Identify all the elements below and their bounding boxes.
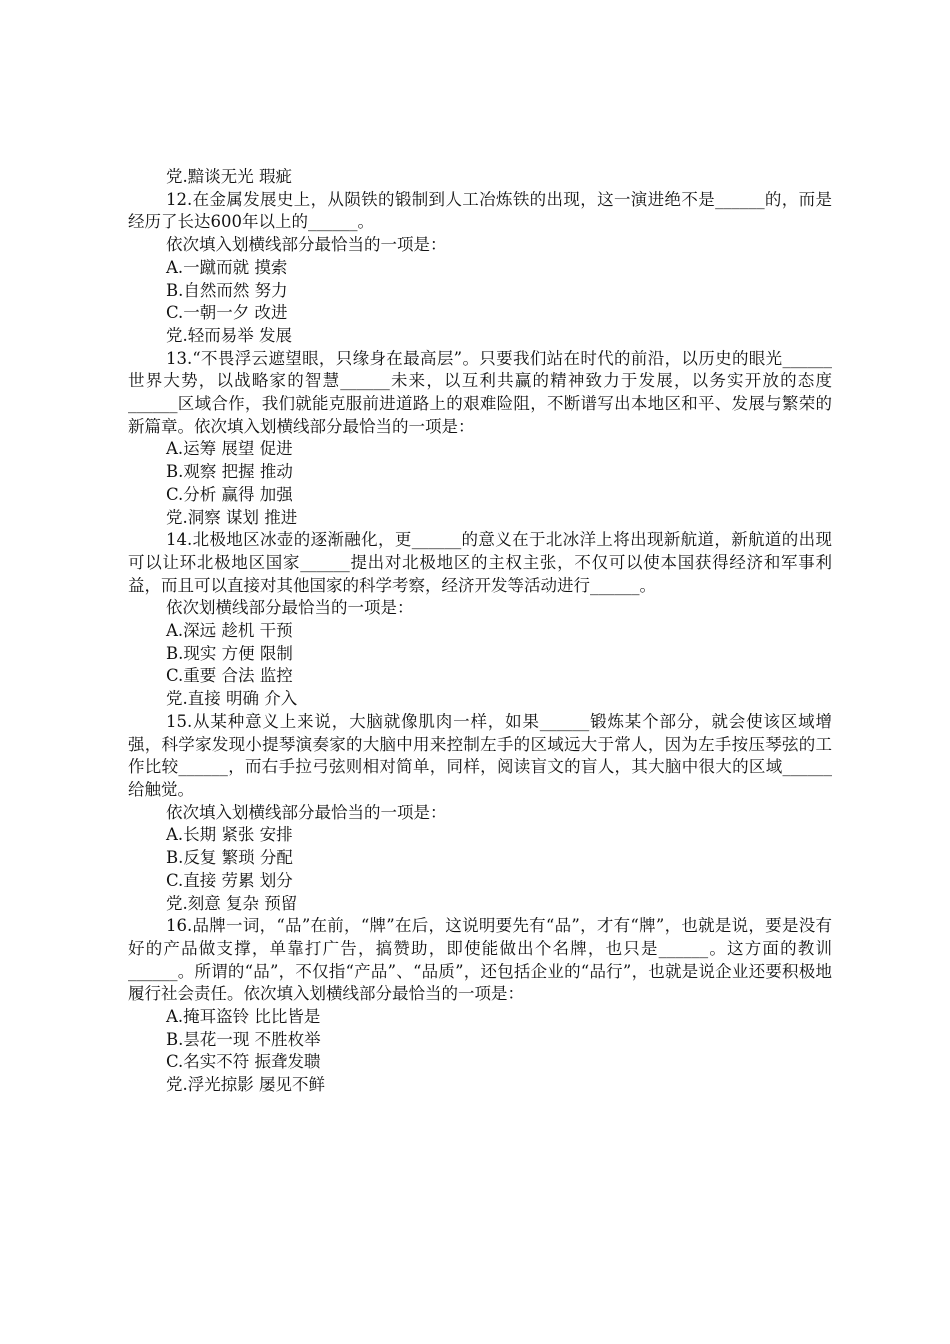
document-page [128, 166, 832, 1097]
question-12-option-a: A.一蹴而就 摸索 [166, 257, 288, 277]
question-13-option-b: B.观察 把握 推动 [166, 462, 293, 482]
option-d-prev: 党.黯谈无光 瑕疵 [166, 167, 292, 186]
question-12-prompt: 依次填入划横线部分最恰当的一项是： [166, 235, 447, 255]
question-12-option-c: C.一朝一夕 改进 [166, 303, 288, 323]
question-15-option-c: C.直接 劳累 划分 [166, 870, 293, 890]
question-13: 13.“不畏浮云遮望眼，只缘身在最高层”。只要我们站在时代的前沿，以历史的眼光______世界大势，以战略家的智慧______未来，以互利共赢的精神致力于发展，以务实开放的态度______区域合作，我们就能克服前进道路上的艰难险阻，不断谱写出本地区和平、发展与繁荣的新篇章。依次填入划横线部分最恰当的一项是： [128, 348, 832, 436]
question-14-option-b: B.现实 方便 限制 [166, 643, 293, 663]
question-16: 16.品牌一词，“品”在前，“牌”在后，这说明要先有“品”，才有“牌”，也就是说，要是没有好的产品做支撑，单靠打广告，搞赞助，即使能做出个名牌，也只是______。这方面的教训______。所谓的“品”，不仅指“产品”、“品质”，还包括企业的“品行”，也就是说企业还要积极地履行社会责任。依次填入划横线部分最恰当的一项是： [128, 916, 832, 1004]
question-15-prompt: 依次填入划横线部分最恰当的一项是： [166, 802, 447, 822]
question-14-option-c: C.重要 合法 监控 [166, 666, 293, 686]
question-14: 14.北极地区冰壶的逐渐融化，更______的意义在于北冰洋上将出现新航道，新航道的出现可以让环北极地区国家______提出对北极地区的主权主张，不仅可以使本国获得经济和军事利益，而且可以直接对其他国家的科学考察，经济开发等活动进行______。 [128, 530, 832, 595]
question-16-option-d: 党.浮光掠影 屡见不鲜 [166, 1075, 325, 1095]
question-13-option-d: 党.洞察 谋划 推进 [166, 507, 298, 527]
question-12: 12.在金属发展史上，从陨铁的锻制到人工冶炼铁的出现，这一演进绝不是______的，而是经历了长达600年以上的______。 [128, 189, 832, 232]
question-14-option-d: 党.直接 明确 介入 [166, 689, 298, 709]
question-15-option-d: 党.刻意 复杂 预留 [166, 893, 298, 913]
question-16-option-a: A.掩耳盗铃 比比皆是 [166, 1007, 321, 1027]
question-14-option-a: A.深远 趁机 干预 [166, 621, 293, 641]
question-13-option-a: A.运筹 展望 促进 [166, 439, 293, 459]
question-15: 15.从某种意义上来说，大脑就像肌肉一样，如果______锻炼某个部分，就会使该区域增强，科学家发现小提琴演奏家的大脑中用来控制左手的区域远大于常人，因为左手按压琴弦的工作比较______，而右手拉弓弦则相对简单，同样，阅读盲文的盲人，其大脑中很大的区域______给触觉。 [128, 711, 832, 799]
question-15-option-b: B.反复 繁琐 分配 [166, 848, 293, 868]
question-14-prompt: 依次划横线部分最恰当的一项是： [166, 598, 414, 618]
question-15-option-a: A.长期 紧张 安排 [166, 825, 293, 845]
question-16-option-c: C.名实不符 振聋发聩 [166, 1052, 321, 1072]
question-16-option-b: B.昙花一现 不胜枚举 [166, 1029, 321, 1049]
question-13-option-c: C.分析 赢得 加强 [166, 484, 293, 504]
question-12-option-d: 党.轻而易举 发展 [166, 325, 292, 345]
question-12-option-b: B.自然而然 努力 [166, 280, 288, 300]
